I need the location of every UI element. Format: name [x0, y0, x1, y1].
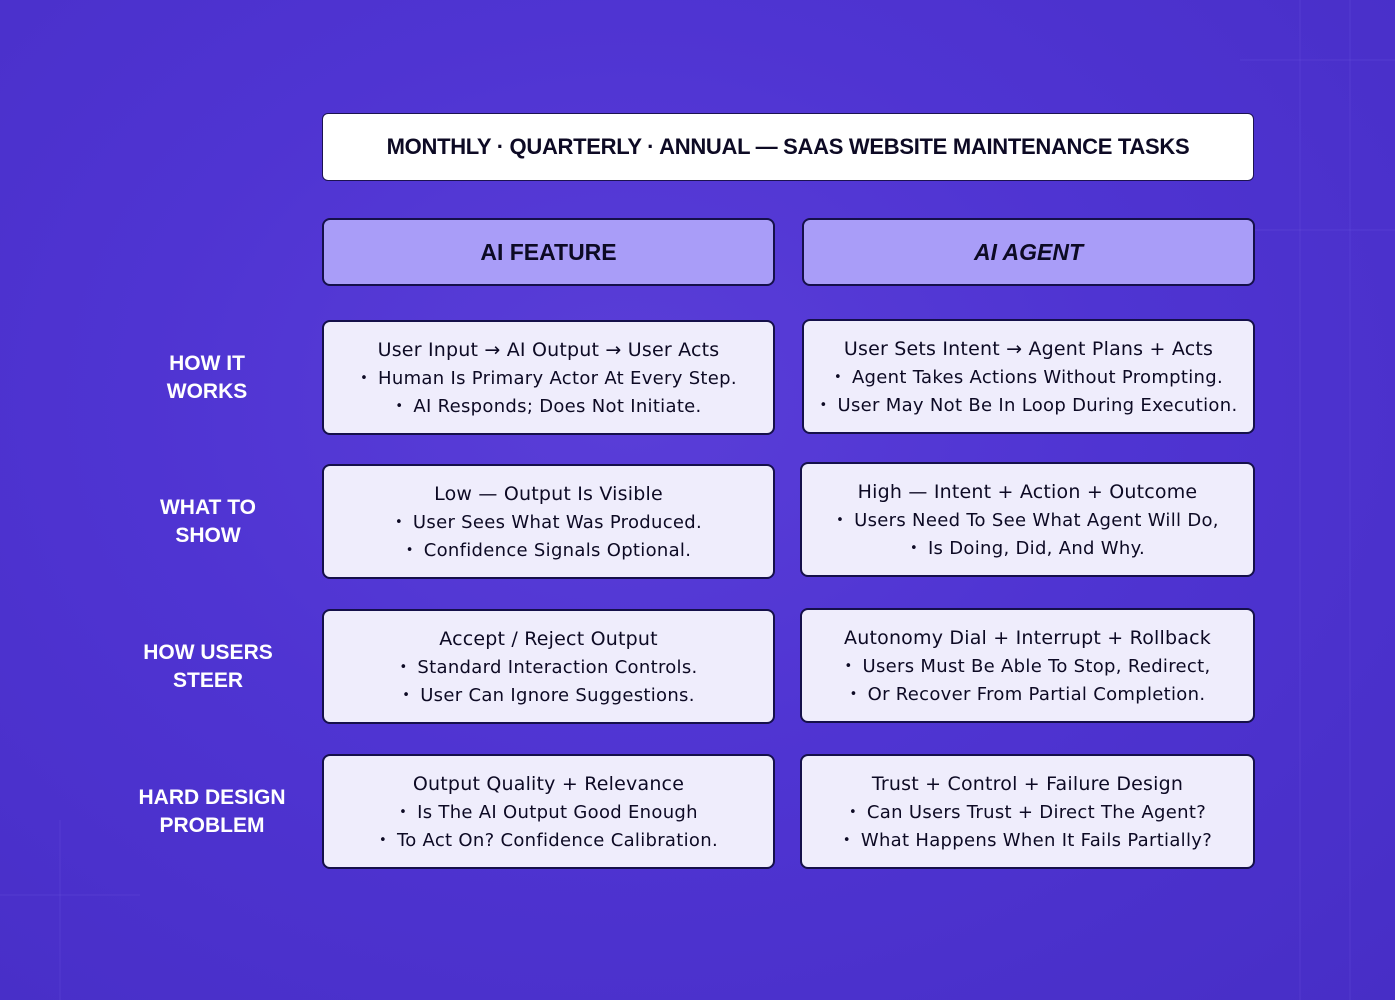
cell-ai-feature-what-to-show: [322, 464, 775, 579]
cell-heading: Low — Output Is Visible: [434, 482, 663, 505]
row-label-what-to-show: WHAT TO SHOW: [159, 496, 257, 547]
cell-heading: High — Intent + Action + Outcome: [857, 480, 1198, 503]
cell-bullet: • To Act On? Confidence Calibration.: [379, 827, 718, 855]
cell-bullet: • Can Users Trust + Direct The Agent?: [849, 799, 1206, 827]
row-label-how-users-steer: HOW USERS STEER: [143, 641, 273, 692]
cell-bullet: • Agent Takes Actions Without Prompting.: [834, 364, 1223, 392]
cell-bullet: • Standard Interaction Controls.: [399, 654, 697, 682]
cell-bullet: • User Sees What Was Produced.: [395, 509, 702, 537]
row-label-hard-design-problem: HARD DESIGN PROBLEM: [138, 786, 286, 837]
cell-bullet: • Or Recover From Partial Completion.: [850, 681, 1206, 709]
diagram-title: MONTHLY · QUARTERLY · ANNUAL — SAAS WEBSITE MAINTENANCE TASKS: [322, 113, 1254, 181]
cell-ai-feature-how-it-works: [322, 320, 775, 435]
cell-heading: Output Quality + Relevance: [412, 772, 685, 795]
cell-ai-feature-how-users-steer: [322, 609, 775, 724]
cell-bullet: • What Happens When It Fails Partially?: [843, 827, 1212, 855]
cell-ai-agent-how-users-steer: [800, 608, 1255, 723]
column-header-ai-feature: AI FEATURE: [322, 218, 775, 286]
cell-ai-feature-hard-design-problem: [322, 754, 775, 869]
cell-bullet: • Confidence Signals Optional.: [406, 537, 692, 565]
row-label-how-it-works: HOW IT WORKS: [166, 352, 248, 403]
cell-heading: Trust + Control + Failure Design: [871, 772, 1184, 795]
cell-bullet: • User Can Ignore Suggestions.: [402, 682, 695, 710]
cell-heading: User Sets Intent → Agent Plans + Acts: [843, 337, 1214, 360]
cell-bullet: • Users Need To See What Agent Will Do,: [836, 507, 1219, 535]
cell-bullet: • Human Is Primary Actor At Every Step.: [360, 365, 737, 393]
cell-heading: Autonomy Dial + Interrupt + Rollback: [844, 626, 1211, 649]
cell-ai-agent-what-to-show: [800, 462, 1255, 577]
cell-ai-agent-hard-design-problem: [800, 754, 1255, 869]
cell-bullet: • AI Responds; Does Not Initiate.: [395, 393, 701, 421]
cell-ai-agent-how-it-works: [802, 319, 1255, 434]
column-header-ai-agent: AI AGENT: [802, 218, 1255, 286]
cell-bullet: • Is The AI Output Good Enough: [399, 799, 698, 827]
cell-bullet: • Users Must Be Able To Stop, Redirect,: [845, 653, 1211, 681]
cell-heading: User Input → AI Output → User Acts: [377, 338, 720, 361]
cell-heading: Accept / Reject Output: [439, 627, 658, 650]
cell-bullet: • User May Not Be In Loop During Execution.: [820, 392, 1238, 420]
cell-bullet: • Is Doing, Did, And Why.: [910, 535, 1145, 563]
